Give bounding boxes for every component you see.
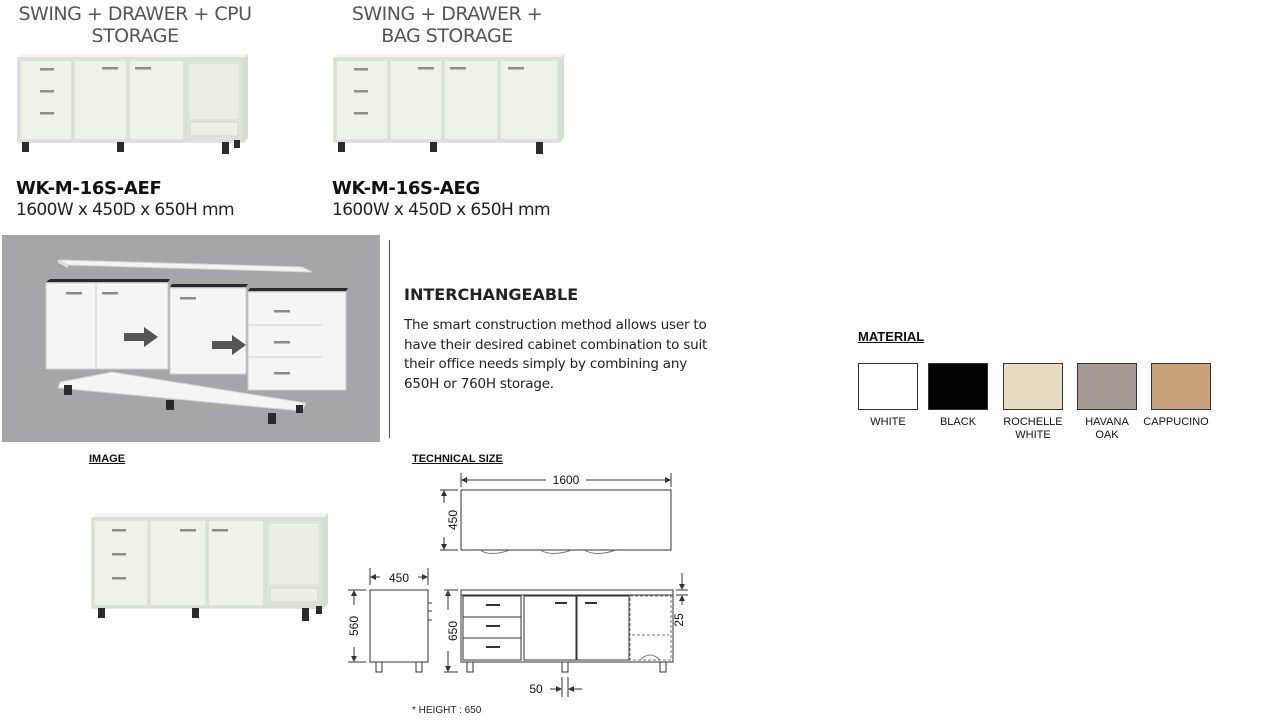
swatch-white [858, 363, 918, 410]
swatch-white-color [858, 363, 918, 410]
swatch-black-label [923, 416, 993, 429]
swatch-black [928, 363, 988, 410]
swatch-rochelle-white-label [998, 416, 1068, 442]
interchangeable-line-2: have their desired cabinet combination to suit [404, 336, 708, 353]
swatch-rochelle-white [1003, 363, 1063, 410]
technical-drawing [340, 465, 700, 705]
exploded-cabinet-svg [2, 235, 380, 442]
product-1-heading-line2: STORAGE [91, 25, 179, 47]
dim-leg-width: 50 [529, 682, 543, 696]
interchangeable-line-4: 650H or 760H storage. [404, 375, 554, 392]
swatch-cappucino-label [1141, 416, 1211, 429]
swatch-white-label-line1: WHITE [870, 416, 906, 428]
interchangeable-illustration [2, 235, 380, 442]
dim-top-depth: 450 [446, 509, 460, 531]
swatch-havana-oak-label-line2: OAK [1095, 429, 1119, 441]
dim-kick-height: 25 [672, 613, 686, 627]
dim-side-depth: 450 [388, 571, 410, 585]
swatch-havana-oak-label-line1: HAVANA [1085, 416, 1129, 428]
swatch-white-label [853, 416, 923, 429]
product-1-heading [10, 3, 260, 47]
product-2-heading-line2: BAG STORAGE [381, 25, 513, 47]
image-section-title: IMAGE [89, 453, 126, 465]
swatch-cappucino-color [1151, 363, 1211, 410]
interchangeable-title: INTERCHANGEABLE [404, 285, 579, 304]
interchangeable-description [404, 316, 744, 394]
material-title: MATERIAL [858, 329, 925, 344]
product-image [88, 510, 333, 630]
product-1-code: WK-M-16S-AEF [16, 178, 162, 199]
height-note: * HEIGHT : 650 [412, 705, 482, 716]
section-divider [389, 240, 390, 438]
swatch-black-label-line1: BLACK [939, 416, 977, 428]
swatch-havana-oak [1077, 363, 1137, 410]
product-2-dimensions: 1600W x 450D x 650H mm [332, 200, 550, 220]
swatch-cappucino [1151, 363, 1211, 410]
dim-side-height: 560 [347, 615, 361, 637]
swatch-rochelle-white-label-line1: ROCHELLE [1003, 416, 1063, 428]
swatch-black-color [928, 363, 988, 410]
dim-front-height: 650 [446, 620, 460, 642]
product-2-heading-line1: SWING + DRAWER + [351, 3, 543, 25]
swatch-cappucino-label-line1: CAPPUCINO [1143, 416, 1209, 428]
swatch-havana-oak-color [1077, 363, 1137, 410]
swatch-havana-oak-label [1072, 416, 1142, 442]
product-1-dimensions: 1600W x 450D x 650H mm [16, 200, 234, 220]
dim-top-width: 1600 [552, 473, 580, 487]
interchangeable-line-1: The smart construction method allows user to [404, 317, 707, 333]
product-2-heading [322, 3, 572, 47]
swatch-rochelle-white-color [1003, 363, 1063, 410]
swatch-rochelle-white-label-line2: WHITE [1015, 429, 1051, 441]
technical-section-title: TECHNICAL SIZE [412, 453, 503, 465]
interchangeable-line-3: their office needs simply by combining any [404, 356, 688, 372]
product-2-cabinet-image [330, 50, 570, 165]
product-2-code: WK-M-16S-AEG [332, 178, 480, 199]
product-1-heading-line1: SWING + DRAWER + CPU [18, 3, 252, 25]
material-swatches [853, 363, 1223, 453]
product-1-cabinet-image [14, 50, 254, 165]
